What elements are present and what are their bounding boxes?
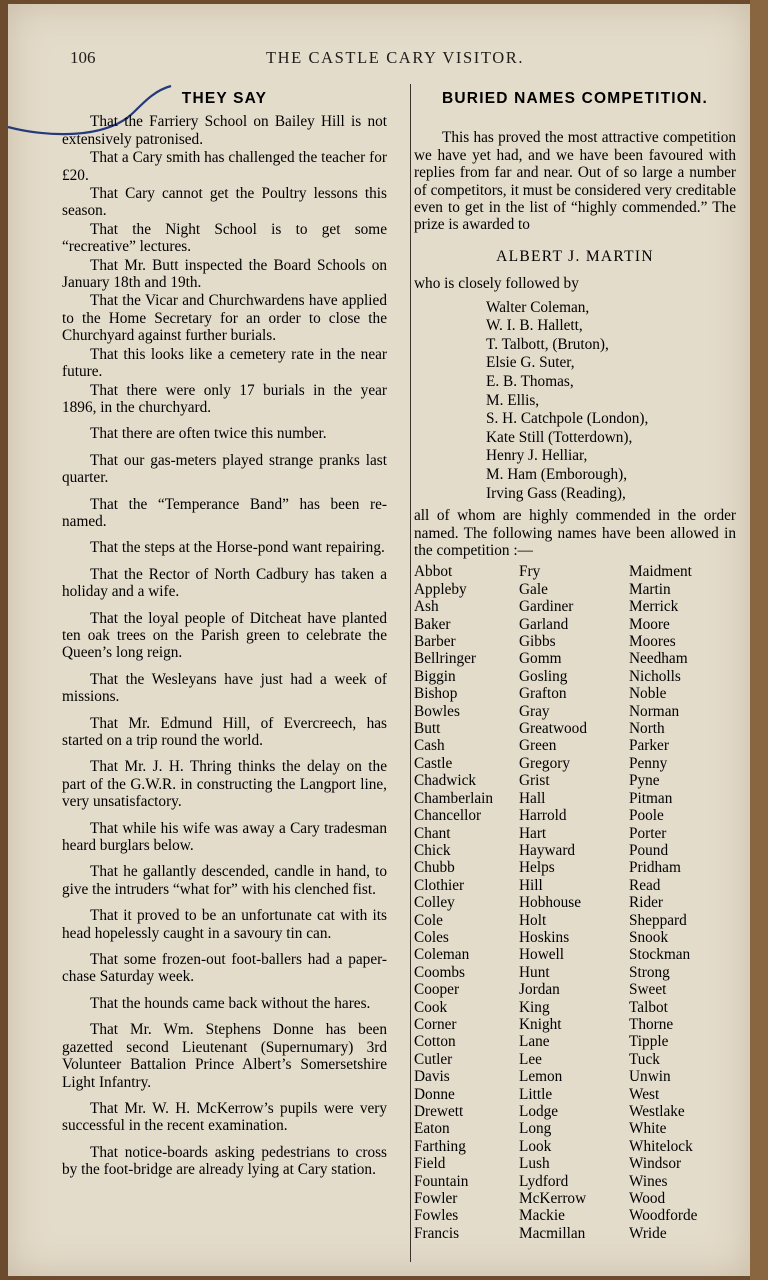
name-entry: Unwin <box>629 1068 671 1086</box>
name-entry: Helps <box>519 859 555 877</box>
name-entry: Macmillan <box>519 1224 586 1242</box>
name-entry: Look <box>519 1137 552 1155</box>
name-entry: Hart <box>519 824 547 842</box>
list-item: Irving Gass (Reading), <box>486 484 626 502</box>
name-entry: Corner <box>414 1015 457 1033</box>
name-entry: Woodforde <box>629 1207 698 1225</box>
name-entry: Drewett <box>414 1103 464 1120</box>
name-entry: Clothier <box>414 876 465 894</box>
name-entry: Rider <box>629 894 663 912</box>
name-entry: Thorne <box>629 1015 674 1033</box>
name-entry: Coleman <box>414 946 470 964</box>
name-entry: Appleby <box>414 580 467 598</box>
paragraph: That the Wesleyans have just had a week of missions. <box>62 670 387 706</box>
paragraph: That this looks like a cemetery rate in the near future. <box>62 345 387 381</box>
name-entry: Gray <box>519 702 550 720</box>
name-entry: Cash <box>414 737 445 755</box>
paragraph: That there are often twice this number. <box>90 425 327 443</box>
name-entry: Hunt <box>519 963 550 981</box>
paragraph: That the steps at the Horse-pond want repairing. <box>90 539 385 557</box>
name-entry: Bishop <box>414 685 458 703</box>
paragraph: That the Rector of North Cadbury has taken a holiday and a wife. <box>62 565 387 601</box>
paragraph: That the Farriery School on Bailey Hill is not extensively patronised. <box>62 113 387 148</box>
paragraph: That there were only 17 burials in the year 1896, in the churchyard. <box>62 381 387 416</box>
name-entry: Castle <box>414 754 453 772</box>
paragraph: That Mr. Edmund Hill, of Evercreech, has started on a trip round the world. <box>62 714 387 749</box>
competition-intro: This has proved the most attractive competition we have yet had, and we have been favoured with replies from far and near. Out of so large a number of competitors, it must be considered very creditable even to get in the list of “highly commended.” The prize is awarded to <box>414 129 736 234</box>
name-entry: Gosling <box>519 667 568 685</box>
commended-list <box>486 299 736 504</box>
paragraph: That Mr. Butt inspected the Board Schools on January 18th and 19th. <box>62 256 387 292</box>
paragraph: That our gas-meters played strange pranks last quarter. <box>62 451 387 487</box>
name-entry: Gregory <box>519 754 570 772</box>
name-entry: Bellringer <box>414 650 477 668</box>
name-entry: Whitelock <box>629 1137 693 1155</box>
name-entry: Wines <box>629 1172 668 1190</box>
name-entry: Parker <box>629 737 669 755</box>
name-entry: Tuck <box>629 1050 660 1068</box>
paragraph: That Mr. J. H. Thring thinks the delay on the part of the G.W.R. in constructing the Langport line, very unsatisfactory. <box>62 758 387 811</box>
book-edge <box>750 0 768 1280</box>
list-item: T. Talbott, (Bruton), <box>486 335 609 353</box>
name-entry: Field <box>414 1155 446 1173</box>
list-item: E. B. Thomas, <box>486 373 574 391</box>
name-entry: Lee <box>519 1050 542 1068</box>
name-entry: Coles <box>414 928 449 946</box>
name-entry: Cook <box>414 998 448 1016</box>
name-entry: Strong <box>629 963 670 981</box>
name-entry: Nicholls <box>629 667 681 685</box>
name-entry: Sweet <box>629 981 667 999</box>
competition-heading: BURIED NAMES COMPETITION. <box>442 90 708 107</box>
name-entry: Hall <box>519 789 546 807</box>
name-entry: Noble <box>629 685 667 703</box>
name-entry: Abbot <box>414 563 453 581</box>
paragraph: That the loyal people of Ditcheat have planted ten oak trees on the Parish green to celebrate the Queen’s long reign. <box>62 609 387 662</box>
paragraph: That the Vicar and Churchwardens have applied to the Home Secretary for an order to close the Churchyard against further burials. <box>62 292 387 345</box>
name-entry: Chant <box>414 824 451 842</box>
name-entry: Wride <box>629 1224 667 1242</box>
name-entry: Colley <box>414 894 455 912</box>
name-entry: Snook <box>629 928 669 946</box>
paragraph: That he gallantly descended, candle in hand, to give the intruders “what for” with his clenched fist. <box>62 863 387 898</box>
name-entry: Grafton <box>519 685 567 703</box>
list-item: M. Ellis, <box>486 391 540 409</box>
name-entry: Penny <box>629 754 668 772</box>
name-entry: Ash <box>414 598 439 616</box>
name-entry: Chamberlain <box>414 789 494 807</box>
name-entry: Chubb <box>414 859 455 877</box>
name-entry: Gardiner <box>519 598 574 616</box>
paragraph: That a Cary smith has challenged the teacher for £20. <box>62 149 387 184</box>
paragraph: That Mr. Wm. Stephens Donne has been gazetted second Lieutenant (Supernumary) 3rd Volunteer Battalion Prince Albert’s Somersetshire Light Infantry. <box>62 1021 387 1091</box>
paragraph: That the hounds came back without the hares. <box>90 994 371 1012</box>
name-entry: Bowles <box>414 702 460 720</box>
list-item: Walter Coleman, <box>486 298 590 316</box>
buried-names-column <box>414 90 736 1242</box>
name-entry: Little <box>519 1085 553 1103</box>
list-item: S. H. Catchpole (London), <box>486 410 649 428</box>
name-entry: Harrold <box>519 807 567 825</box>
name-entry: Pridham <box>629 859 681 877</box>
name-entry: Wood <box>629 1190 666 1208</box>
paragraph: That the Night School is to get some “recreative” lectures. <box>62 220 387 256</box>
name-entry: Martin <box>629 580 671 598</box>
name-entry: Tipple <box>629 1033 669 1051</box>
name-entry: Davis <box>414 1068 450 1086</box>
name-entry: Hill <box>519 876 543 894</box>
name-entry: Sheppard <box>629 911 687 929</box>
paragraph: That Mr. W. H. McKerrow’s pupils were very successful in the recent examination. <box>62 1099 387 1135</box>
name-entry: Maidment <box>629 563 692 581</box>
name-entry: Lane <box>519 1033 550 1051</box>
list-item: W. I. B. Hallett, <box>486 317 583 335</box>
name-entry: Francis <box>414 1224 460 1242</box>
name-entry: Cotton <box>414 1033 456 1051</box>
name-entry: Lemon <box>519 1068 563 1086</box>
page-number: 106 <box>70 48 96 67</box>
name-entry: King <box>519 998 550 1016</box>
paragraph: That Cary cannot get the Poultry lessons this season. <box>62 185 387 220</box>
name-entry: White <box>629 1120 667 1138</box>
name-entry: Hoskins <box>519 928 570 946</box>
name-entry: Poole <box>629 807 664 825</box>
name-entry: Gibbs <box>519 633 556 651</box>
name-entry: Eaton <box>414 1120 450 1138</box>
name-entry: Hayward <box>519 841 576 859</box>
name-entry: Cole <box>414 911 443 929</box>
list-item: Kate Still (Totterdown), <box>486 428 633 446</box>
name-entry: Greatwood <box>519 720 587 738</box>
name-entry: Stockman <box>629 946 691 964</box>
paragraph: That the “Temperance Band” has been re-named. <box>62 495 387 530</box>
closing-text: all of whom are highly commended in the order named. The following names have been allowed in the competition :— <box>414 507 736 559</box>
name-entry: Donne <box>414 1085 455 1103</box>
name-entry: Pyne <box>629 772 660 790</box>
name-entry: Baker <box>414 615 451 633</box>
name-entry: Fowler <box>414 1190 458 1208</box>
name-entry: Lush <box>519 1155 550 1173</box>
name-entry: Long <box>519 1120 552 1138</box>
name-entry: Green <box>519 737 557 755</box>
they-say-heading: THEY SAY <box>181 90 268 107</box>
prize-winner: ALBERT J. MARTIN <box>496 247 654 265</box>
name-entry: Holt <box>519 911 547 929</box>
name-entry: Windsor <box>629 1155 682 1173</box>
allowed-names-grid <box>414 563 736 1242</box>
they-say-column <box>62 90 387 1180</box>
name-entry: Howell <box>519 946 565 964</box>
name-entry: Read <box>629 876 661 894</box>
name-entry: Chancellor <box>414 807 482 825</box>
name-entry: Chick <box>414 841 451 859</box>
name-entry: Garland <box>519 615 569 633</box>
name-entry: Biggin <box>414 667 456 685</box>
name-entry: Grist <box>519 772 550 790</box>
paragraph: That notice-boards asking pedestrians to cross by the foot-bridge are already lying at Cary station. <box>62 1143 387 1179</box>
page-header <box>70 48 720 72</box>
name-entry: Butt <box>414 720 441 738</box>
column-divider <box>410 84 411 1262</box>
followed-by-text: who is closely followed by <box>414 275 579 293</box>
name-entry: Coombs <box>414 963 465 981</box>
name-entry: West <box>629 1085 660 1103</box>
name-entry: Gomm <box>519 650 562 668</box>
paragraph: That some frozen-out foot-ballers had a paper-chase Saturday week. <box>62 951 387 986</box>
name-entry: Barber <box>414 633 456 651</box>
name-entry: Jordan <box>519 981 560 999</box>
name-entry: Hobhouse <box>519 894 582 912</box>
name-entry: Cooper <box>414 981 460 999</box>
name-entry: Norman <box>629 702 680 720</box>
name-entry: Merrick <box>629 598 679 616</box>
name-entry: Moore <box>629 615 670 633</box>
name-entry: Pound <box>629 841 669 859</box>
publication-title: THE CASTLE CARY VISITOR. <box>265 48 525 67</box>
name-entry: Porter <box>629 824 667 842</box>
name-entry: Chadwick <box>414 772 477 790</box>
list-item: Elsie G. Suter, <box>486 354 575 372</box>
list-item: Henry J. Helliar, <box>486 447 588 465</box>
name-entry: Westlake <box>629 1103 685 1120</box>
name-entry: Gale <box>519 580 548 598</box>
name-entry: Fountain <box>414 1172 469 1190</box>
name-entry: North <box>629 720 665 738</box>
name-entry: Pitman <box>629 789 673 807</box>
name-entry: Lodge <box>519 1103 559 1120</box>
name-entry: Fry <box>519 563 541 581</box>
name-entry: Needham <box>629 650 688 668</box>
name-entry: Knight <box>519 1015 562 1033</box>
name-entry: McKerrow <box>519 1190 587 1208</box>
paragraph: That while his wife was away a Cary tradesman heard burglars below. <box>62 819 387 855</box>
list-item: M. Ham (Emborough), <box>486 466 628 483</box>
name-entry: Fowles <box>414 1207 459 1225</box>
name-entry: Lydford <box>519 1172 569 1190</box>
paragraph: That it proved to be an unfortunate cat with its head hopelessly caught in a savoury tin can. <box>62 907 387 942</box>
name-entry: Cutler <box>414 1050 453 1068</box>
name-entry: Talbot <box>629 998 668 1016</box>
name-entry: Farthing <box>414 1137 466 1155</box>
name-entry: Moores <box>629 633 676 651</box>
name-entry: Mackie <box>519 1207 565 1225</box>
